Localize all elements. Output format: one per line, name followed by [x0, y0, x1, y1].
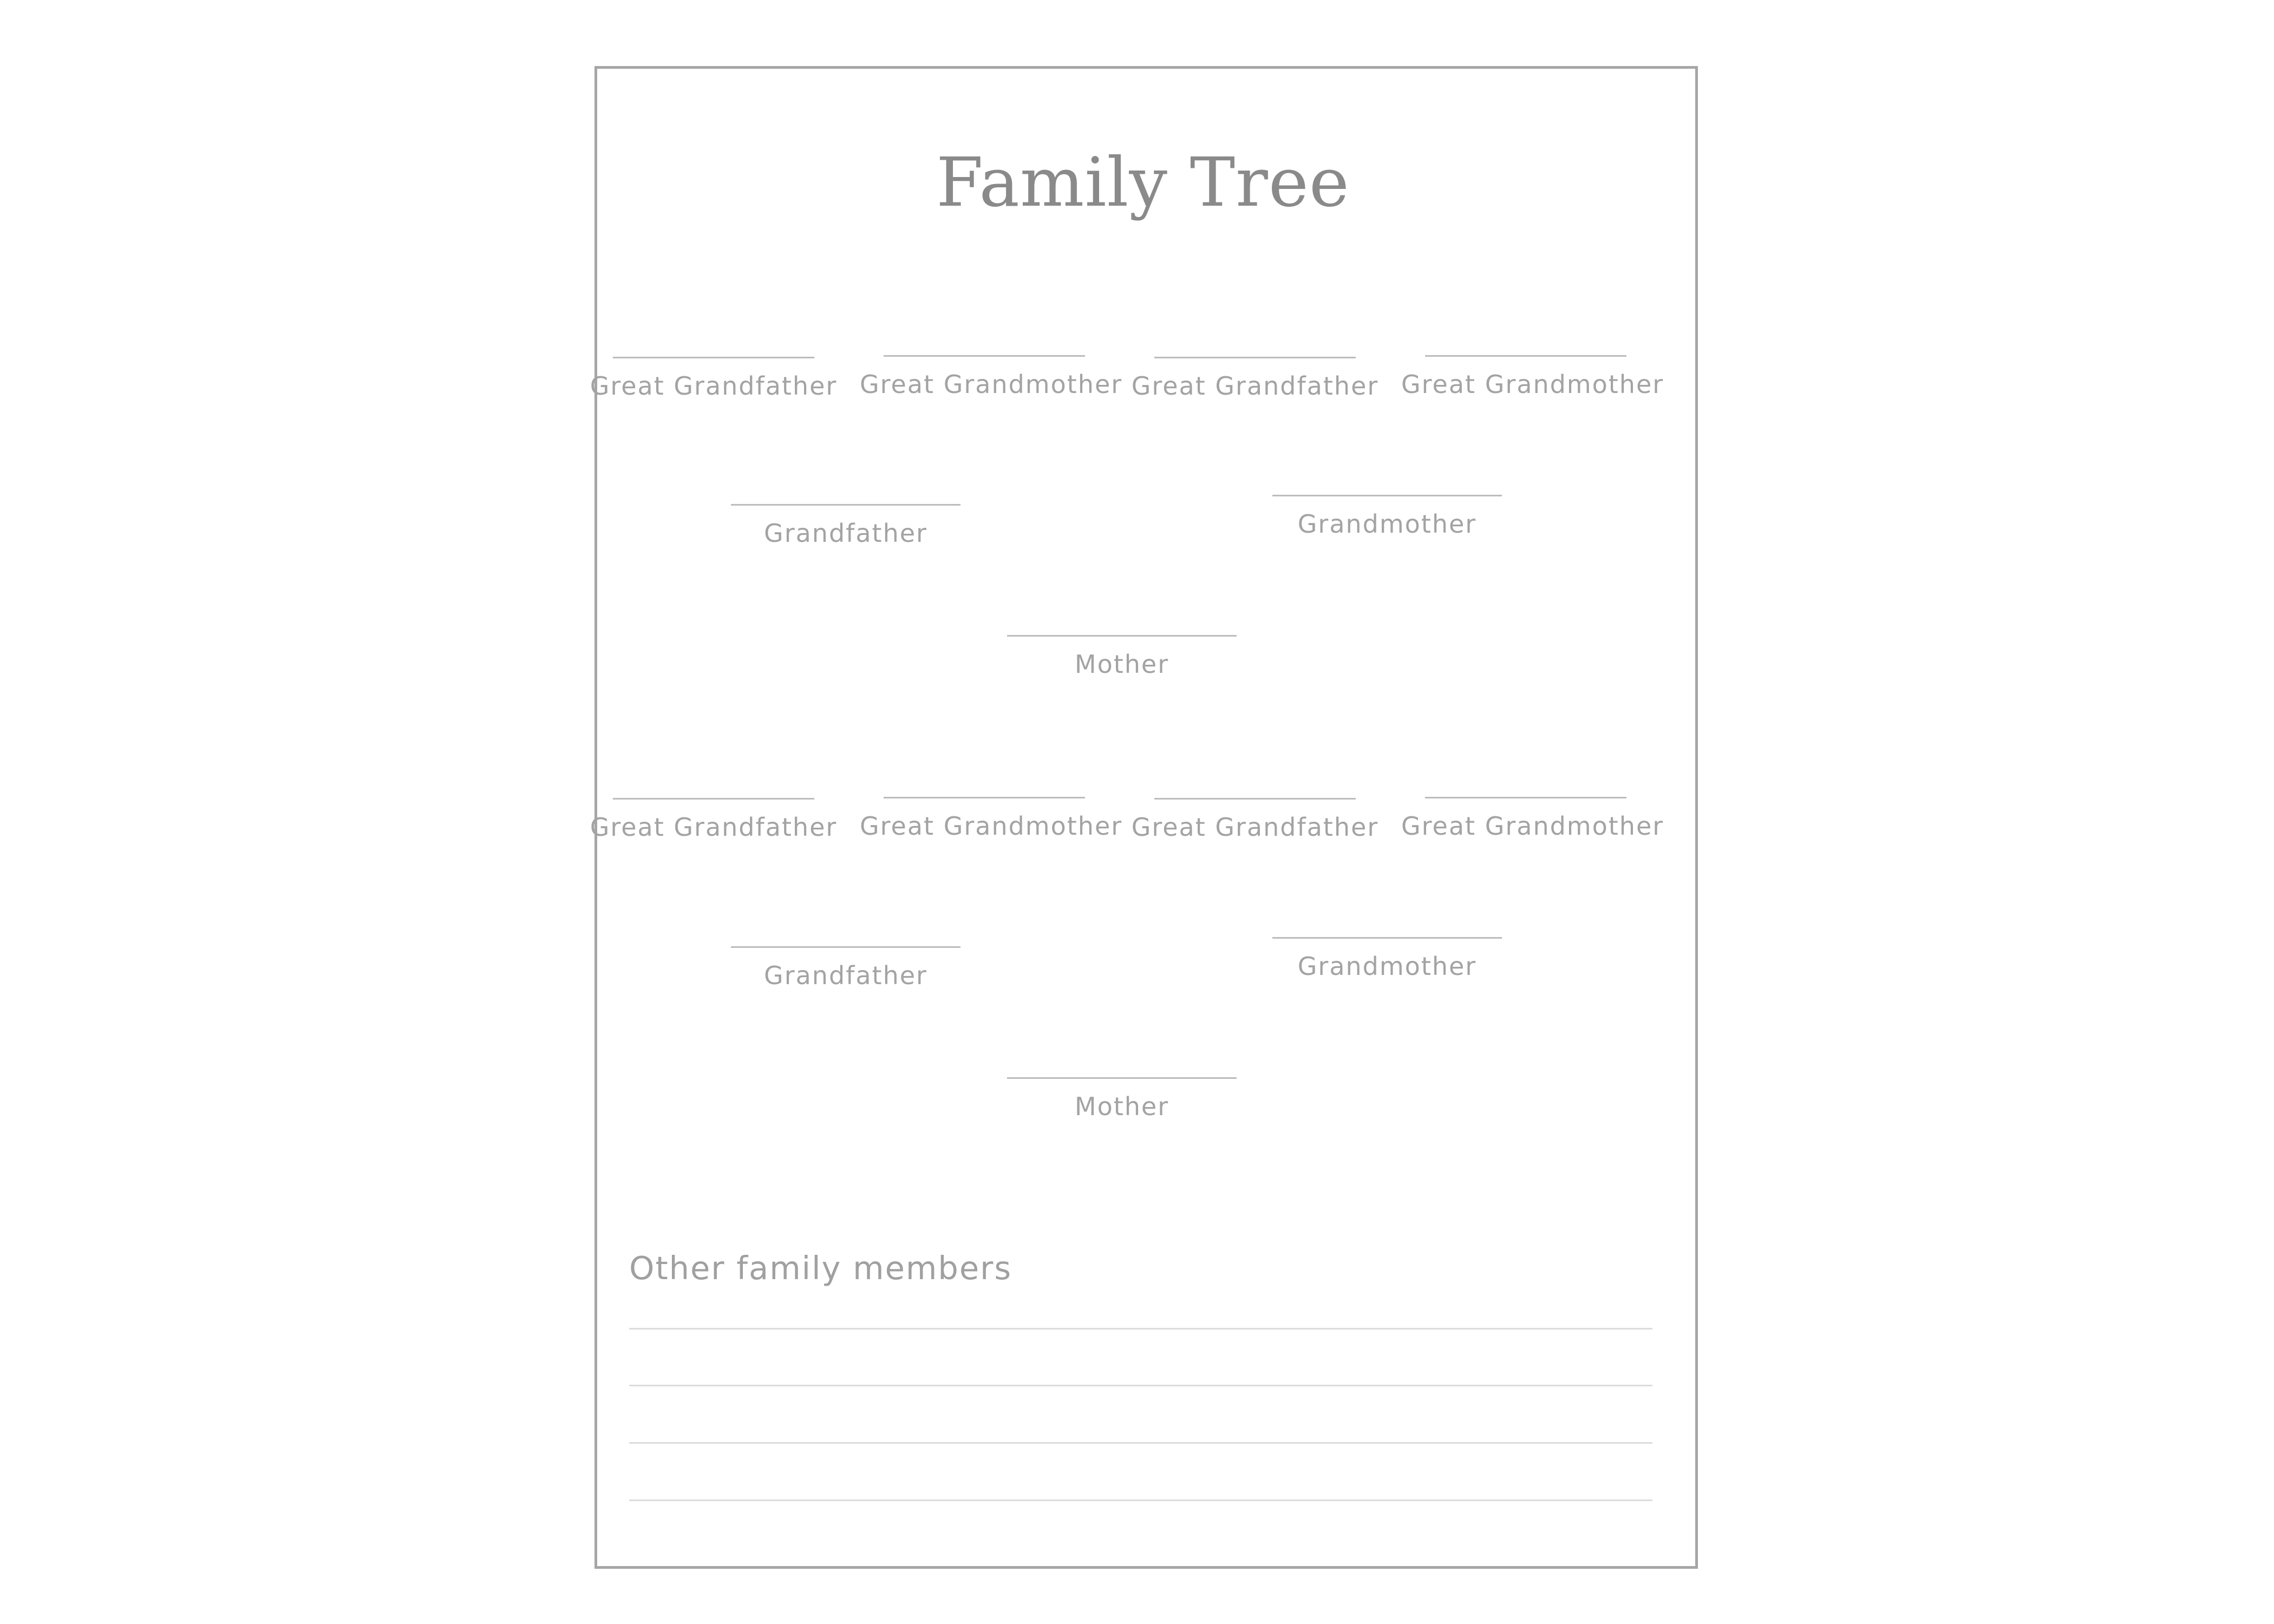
slot-label: Great Grandfather — [1131, 813, 1379, 842]
slot-label: Mother — [1074, 650, 1169, 679]
other-member-line-3[interactable] — [629, 1442, 1652, 1444]
name-line[interactable] — [1007, 1077, 1237, 1079]
bottom-mother[interactable] — [997, 1077, 1246, 1119]
name-line[interactable] — [884, 797, 1085, 798]
slot-label: Great Grandfather — [590, 371, 838, 401]
slot-label: Grandfather — [764, 961, 927, 990]
slot-label: Great Grandmother — [1401, 370, 1664, 399]
top-great-grandfather-1[interactable] — [589, 357, 838, 401]
name-line[interactable] — [731, 946, 960, 948]
name-line[interactable] — [1007, 635, 1237, 637]
top-mother[interactable] — [997, 635, 1246, 677]
other-member-line-2[interactable] — [629, 1385, 1652, 1386]
other-member-line-1[interactable] — [629, 1328, 1652, 1330]
slot-label: Great Grandfather — [590, 813, 838, 842]
bottom-great-grandfather-1[interactable] — [589, 798, 838, 840]
name-line[interactable] — [1272, 937, 1502, 939]
slot-label: Great Grandmother — [860, 811, 1123, 841]
page-title: Family Tree — [936, 143, 1350, 222]
bottom-grandfather[interactable] — [721, 946, 970, 988]
name-line[interactable] — [613, 357, 814, 358]
name-line[interactable] — [1272, 495, 1502, 496]
bottom-grandmother[interactable] — [1263, 937, 1512, 979]
name-line[interactable] — [1425, 797, 1626, 798]
slot-label: Grandmother — [1297, 509, 1477, 539]
slot-label: Great Grandfather — [1131, 371, 1379, 401]
slot-label: Great Grandmother — [1401, 811, 1664, 841]
slot-label: Grandmother — [1297, 952, 1477, 981]
slot-label: Grandfather — [764, 519, 927, 548]
top-great-grandmother-2[interactable] — [1401, 355, 1664, 399]
slot-label: Mother — [1074, 1092, 1169, 1121]
name-line[interactable] — [1154, 798, 1356, 800]
top-grandfather[interactable] — [721, 504, 970, 546]
bottom-great-grandfather-2[interactable] — [1131, 798, 1380, 840]
top-grandmother[interactable] — [1263, 495, 1512, 539]
bottom-great-grandmother-2[interactable] — [1401, 797, 1664, 841]
name-line[interactable] — [1154, 357, 1356, 358]
name-line[interactable] — [613, 798, 814, 800]
name-line[interactable] — [884, 355, 1085, 357]
name-line[interactable] — [731, 504, 960, 506]
other-family-members-heading: Other family members — [629, 1249, 1012, 1287]
top-great-grandfather-2[interactable] — [1131, 357, 1380, 401]
top-great-grandmother-1[interactable] — [860, 355, 1123, 399]
name-line[interactable] — [1425, 355, 1626, 357]
bottom-great-grandmother-1[interactable] — [860, 797, 1123, 841]
slot-label: Great Grandmother — [860, 370, 1123, 399]
other-member-line-4[interactable] — [629, 1499, 1652, 1501]
